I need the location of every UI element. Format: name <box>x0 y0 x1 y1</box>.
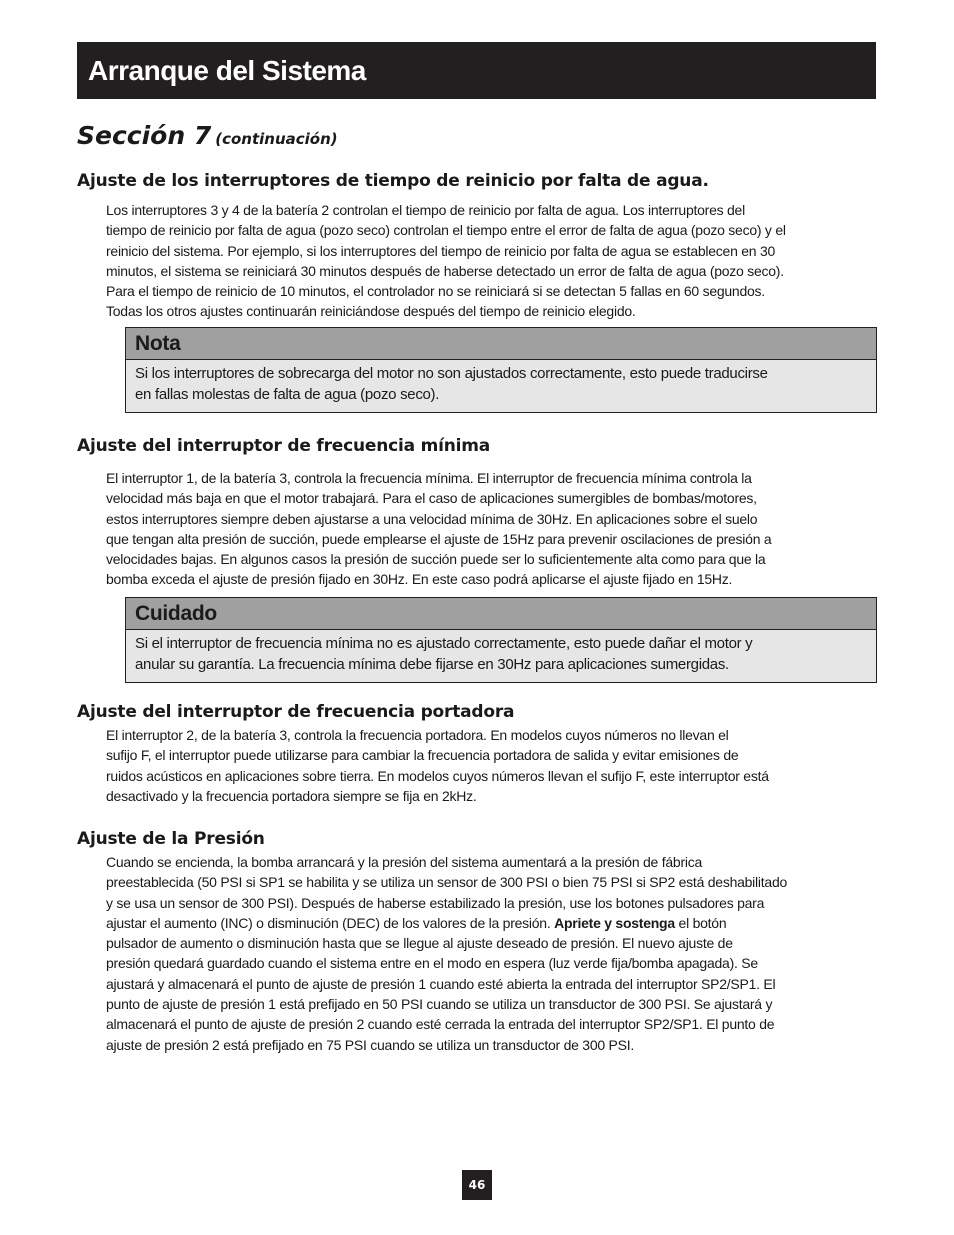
text-line: y se usa un sensor de 300 PSI). Después de haberse estabilizado la presión, use los botones pulsadores para <box>106 894 765 911</box>
text-line: pulsador de aumento o disminución hasta que se llegue al ajuste deseado de presión. El nuevo ajuste de <box>106 935 733 952</box>
text-line <box>106 913 876 933</box>
text-line: que tengan alta presión de succión, puede emplearse el ajuste de 15Hz para prevenir oscilaciones de presión a <box>106 530 772 547</box>
section-subtitle: (continuación) <box>215 130 338 148</box>
text-line: estos interruptores siempre deben ajustarse a una velocidad mínima de 30Hz. En aplicaciones sobre el suelo <box>106 510 758 527</box>
caution-body <box>126 630 876 678</box>
text-line: Si el interruptor de frecuencia mínima no es ajustado correctamente, esto puede dañar el motor y <box>135 635 753 652</box>
text-segment: el botón <box>674 914 727 931</box>
text-line: Cuando se encienda, la bomba arrancará y la presión del sistema aumentará a la presión de fábrica <box>106 854 703 870</box>
page-header-title: Arranque del Sistema <box>88 55 366 86</box>
text-segment: ajustar el aumento (INC) o disminución (DEC) de los valores de la presión. <box>106 914 555 931</box>
text-line: El interruptor 1, de la batería 3, controla la frecuencia mínima. El interruptor de frecuencia mínima controla la <box>106 470 752 486</box>
text-line: preestablecida (50 PSI si SP1 se habilita y se utiliza un sensor de 300 PSI o bien 75 PSI si SP2 está deshabilitado <box>106 874 788 891</box>
emphasis-text: Apriete y sostenga <box>554 914 675 931</box>
note-body <box>126 360 876 408</box>
heading-water-reset: Ajuste de los interruptores de tiempo de reinicio por falta de agua. <box>77 171 709 191</box>
text-line: Para el tiempo de reinicio de 10 minutos, el controlador no se reiniciará si se detectan 5 fallas en 60 segundos. <box>106 283 765 300</box>
paragraph-water-reset <box>106 200 876 322</box>
text-line: ruidos acústicos en aplicaciones sobre tierra. En modelos cuyos números llevan el sufijo F, este interruptor está <box>106 767 769 784</box>
section-title <box>77 118 338 157</box>
text-line: almacenará el punto de ajuste de presión 2 cuando esté cerrada la entrada del interruptor SP2/SP1. El punto de <box>106 1016 775 1033</box>
note-title: Nota <box>135 332 181 355</box>
text-line: reinicio del sistema. Por ejemplo, si los interruptores del tiempo de reinicio por falta de agua se establecen en 30 <box>106 242 776 259</box>
caution-box-header <box>126 598 876 630</box>
text-line: sufijo F, el interruptor puede utilizarse para cambiar la frecuencia portadora de salida y evitar emisiones de <box>106 747 739 764</box>
paragraph-min-frequency <box>106 468 876 590</box>
text-line: anular su garantía. La frecuencia mínima debe fijarse en 30Hz para aplicaciones sumergidas. <box>135 656 729 673</box>
text-line: Los interruptores 3 y 4 de la batería 2 controlan el tiempo de reinicio por falta de agua. Los interruptores del <box>106 202 745 218</box>
heading-min-frequency: Ajuste del interruptor de frecuencia mínima <box>77 436 491 456</box>
text-line: velocidades bajas. En algunos casos la presión de succión puede ser lo suficientemente alta como para que la <box>106 551 766 568</box>
text-line: punto de ajuste de presión 1 está prefijado en 50 PSI cuando se utiliza un transductor de 300 PSI. Se ajustará y <box>106 996 773 1013</box>
text-line: en fallas molestas de falta de agua (pozo seco). <box>135 386 440 403</box>
text-line: bomba exceda el ajuste de presión fijado en 30Hz. En este caso podrá aplicarse el ajuste fijado en 15Hz. <box>106 571 733 588</box>
caution-box <box>125 597 877 683</box>
text-line: ajustará y almacenará el punto de ajuste de presión 1 cuando esté abierta la entrada del interruptor SP2/SP1. El <box>106 975 776 992</box>
text-line: desactivado y la frecuencia portadora siempre se fija en 2kHz. <box>106 787 477 804</box>
text-line: presión quedará guardado cuando el sistema entre en el modo en espera (luz verde fija/bomba apagada). Se <box>106 955 758 972</box>
text-line: ajuste de presión 2 está prefijado en 75 PSI cuando se utiliza un transductor de 300 PSI. <box>106 1036 634 1053</box>
text-line: El interruptor 2, de la batería 3, controla la frecuencia portadora. En modelos cuyos números no llevan el <box>106 727 729 743</box>
note-box <box>125 327 877 413</box>
text-line: Si los interruptores de sobrecarga del motor no son ajustados correctamente, esto puede traducirse <box>135 365 768 382</box>
text-line: velocidad más baja en que el motor trabajará. Para el caso de aplicaciones sumergibles de bombas/motores, <box>106 490 757 507</box>
caution-title: Cuidado <box>135 602 217 625</box>
paragraph-pressure <box>106 852 876 1055</box>
text-line: minutos, el sistema se reiniciará 30 minutos después de haberse detectado un error de falta de agua (pozo seco). <box>106 262 784 279</box>
note-box-header <box>126 328 876 360</box>
text-line: Todas los otros ajustes continuarán reiniciándose después del tiempo de reinicio elegido. <box>106 303 636 320</box>
heading-pressure: Ajuste de la Presión <box>77 829 265 849</box>
page-number: 46 <box>462 1170 492 1200</box>
section-title-main: Sección 7 <box>77 121 212 150</box>
text-line: tiempo de reinicio por falta de agua (pozo seco) controlan el tiempo entre el error de falta de agua (pozo seco) y el <box>106 222 786 239</box>
heading-carrier-frequency: Ajuste del interruptor de frecuencia portadora <box>77 702 515 722</box>
header-bar <box>77 42 876 99</box>
paragraph-carrier-frequency <box>106 725 876 806</box>
